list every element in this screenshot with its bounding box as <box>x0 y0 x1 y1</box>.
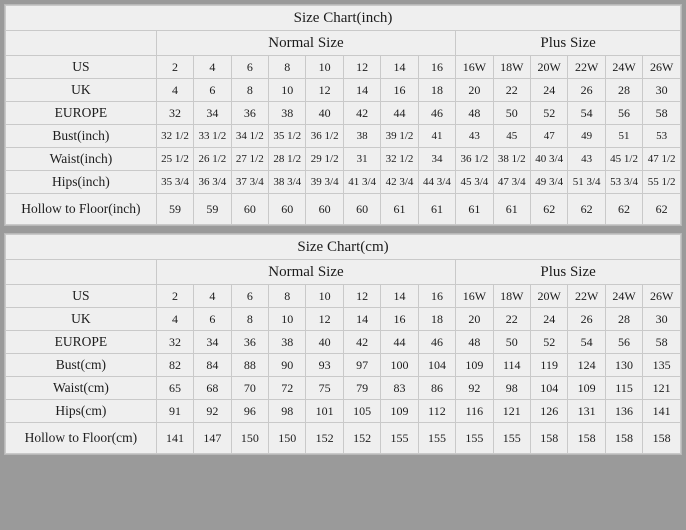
cell: 54 <box>568 102 605 125</box>
cell: 109 <box>568 377 605 400</box>
table-row <box>6 308 681 331</box>
cell: 28 <box>605 308 642 331</box>
cell: 25 1/2 <box>156 148 193 171</box>
table-row <box>6 56 681 79</box>
group-header-normal: Normal Size <box>156 260 455 285</box>
cell: 61 <box>493 194 530 225</box>
cell: 36 3/4 <box>194 171 231 194</box>
cell: 53 <box>643 125 681 148</box>
cell: 131 <box>568 400 605 423</box>
table-title-row <box>6 6 681 31</box>
row-label: EUROPE <box>6 331 157 354</box>
row-label: Hollow to Floor(inch) <box>6 194 157 225</box>
row-label: Hips(cm) <box>6 400 157 423</box>
cell: 4 <box>156 79 193 102</box>
table-row <box>6 194 681 225</box>
cell: 60 <box>343 194 380 225</box>
cell: 12 <box>306 308 343 331</box>
cell: 55 1/2 <box>643 171 681 194</box>
cell: 4 <box>194 56 231 79</box>
cell: 75 <box>306 377 343 400</box>
cell: 37 3/4 <box>231 171 268 194</box>
cell: 4 <box>156 308 193 331</box>
cell: 109 <box>381 400 418 423</box>
cell: 44 <box>381 102 418 125</box>
cell: 30 <box>643 79 681 102</box>
cell: 6 <box>194 308 231 331</box>
cell: 100 <box>381 354 418 377</box>
table-row <box>6 148 681 171</box>
cell: 93 <box>306 354 343 377</box>
table-row <box>6 400 681 423</box>
cell: 59 <box>156 194 193 225</box>
cell: 32 <box>156 331 193 354</box>
cell: 50 <box>493 331 530 354</box>
cell: 98 <box>269 400 306 423</box>
cell: 44 <box>381 331 418 354</box>
size-chart-inch-table <box>5 5 681 225</box>
cell: 42 <box>343 331 380 354</box>
group-header-plus: Plus Size <box>456 31 681 56</box>
cell: 124 <box>568 354 605 377</box>
cell: 72 <box>269 377 306 400</box>
cell: 36 1/2 <box>306 125 343 148</box>
cell: 82 <box>156 354 193 377</box>
cell: 40 <box>306 102 343 125</box>
cell: 38 <box>343 125 380 148</box>
cell: 24W <box>605 285 642 308</box>
cell: 61 <box>456 194 493 225</box>
cell: 62 <box>643 194 681 225</box>
cell: 34 <box>418 148 455 171</box>
row-label: Waist(inch) <box>6 148 157 171</box>
cell: 61 <box>418 194 455 225</box>
group-header-plus: Plus Size <box>456 260 681 285</box>
cell: 10 <box>269 308 306 331</box>
cell: 22 <box>493 79 530 102</box>
table-row <box>6 102 681 125</box>
cell: 101 <box>306 400 343 423</box>
row-label: UK <box>6 308 157 331</box>
table-title-row <box>6 235 681 260</box>
cell: 68 <box>194 377 231 400</box>
group-header-row <box>6 31 681 56</box>
cell: 115 <box>605 377 642 400</box>
cell: 16W <box>456 285 493 308</box>
cell: 20W <box>531 56 568 79</box>
cell: 92 <box>194 400 231 423</box>
cell: 39 1/2 <box>381 125 418 148</box>
cell: 56 <box>605 331 642 354</box>
cell: 38 <box>269 102 306 125</box>
cell: 51 3/4 <box>568 171 605 194</box>
table-row <box>6 331 681 354</box>
cell: 40 3/4 <box>531 148 568 171</box>
cell: 88 <box>231 354 268 377</box>
cell: 27 1/2 <box>231 148 268 171</box>
cell: 2 <box>156 56 193 79</box>
cell: 155 <box>456 423 493 454</box>
group-header-normal: Normal Size <box>156 31 455 56</box>
cell: 86 <box>418 377 455 400</box>
cell: 155 <box>381 423 418 454</box>
cell: 60 <box>231 194 268 225</box>
cell: 79 <box>343 377 380 400</box>
cell: 33 1/2 <box>194 125 231 148</box>
cell: 96 <box>231 400 268 423</box>
table-row <box>6 285 681 308</box>
cell: 14 <box>343 79 380 102</box>
cell: 45 <box>493 125 530 148</box>
cell: 24W <box>605 56 642 79</box>
cell: 58 <box>643 331 681 354</box>
cell: 119 <box>531 354 568 377</box>
row-label: US <box>6 285 157 308</box>
cell: 47 3/4 <box>493 171 530 194</box>
cell: 56 <box>605 102 642 125</box>
row-label: US <box>6 56 157 79</box>
cell: 10 <box>269 79 306 102</box>
cell: 41 <box>418 125 455 148</box>
cell: 152 <box>306 423 343 454</box>
cell: 40 <box>306 331 343 354</box>
size-chart-cm-table <box>5 234 681 454</box>
cell: 121 <box>493 400 530 423</box>
table-row <box>6 354 681 377</box>
cell: 43 <box>456 125 493 148</box>
cell: 135 <box>643 354 681 377</box>
cell: 150 <box>269 423 306 454</box>
table-row <box>6 79 681 102</box>
cell: 35 3/4 <box>156 171 193 194</box>
table-row <box>6 423 681 454</box>
cell: 8 <box>269 285 306 308</box>
row-label: Hollow to Floor(cm) <box>6 423 157 454</box>
cell: 14 <box>381 56 418 79</box>
cell: 16 <box>418 56 455 79</box>
cell: 24 <box>531 308 568 331</box>
cell: 62 <box>605 194 642 225</box>
cell: 48 <box>456 331 493 354</box>
page-title: Size Chart(inch) <box>6 6 681 31</box>
cell: 18W <box>493 56 530 79</box>
cell: 36 1/2 <box>456 148 493 171</box>
cell: 98 <box>493 377 530 400</box>
size-chart-inch-block <box>4 4 682 226</box>
cell: 97 <box>343 354 380 377</box>
cell: 16 <box>381 308 418 331</box>
cell: 62 <box>568 194 605 225</box>
cell: 58 <box>643 102 681 125</box>
cell: 28 1/2 <box>269 148 306 171</box>
cell: 84 <box>194 354 231 377</box>
page-title: Size Chart(cm) <box>6 235 681 260</box>
cell: 45 3/4 <box>456 171 493 194</box>
cell: 47 1/2 <box>643 148 681 171</box>
cell: 34 1/2 <box>231 125 268 148</box>
table-row <box>6 125 681 148</box>
cell: 47 <box>531 125 568 148</box>
cell: 114 <box>493 354 530 377</box>
cell: 141 <box>643 400 681 423</box>
cell: 70 <box>231 377 268 400</box>
cell: 109 <box>456 354 493 377</box>
cell: 24 <box>531 79 568 102</box>
cell: 126 <box>531 400 568 423</box>
cell: 38 <box>269 331 306 354</box>
cell: 16 <box>418 285 455 308</box>
cell: 83 <box>381 377 418 400</box>
cell: 32 1/2 <box>156 125 193 148</box>
cell: 18 <box>418 79 455 102</box>
cell: 43 <box>568 148 605 171</box>
table-row <box>6 377 681 400</box>
cell: 60 <box>306 194 343 225</box>
cell: 18 <box>418 308 455 331</box>
cell: 8 <box>269 56 306 79</box>
cell: 158 <box>643 423 681 454</box>
row-label: UK <box>6 79 157 102</box>
table-row <box>6 171 681 194</box>
cell: 8 <box>231 79 268 102</box>
cell: 61 <box>381 194 418 225</box>
cell: 20W <box>531 285 568 308</box>
cell: 34 <box>194 331 231 354</box>
cell: 105 <box>343 400 380 423</box>
cell: 155 <box>493 423 530 454</box>
cell: 38 1/2 <box>493 148 530 171</box>
cell: 14 <box>381 285 418 308</box>
cell: 16 <box>381 79 418 102</box>
cell: 62 <box>531 194 568 225</box>
row-label: Waist(cm) <box>6 377 157 400</box>
cell: 45 1/2 <box>605 148 642 171</box>
row-label: Bust(cm) <box>6 354 157 377</box>
cell: 20 <box>456 79 493 102</box>
cell: 44 3/4 <box>418 171 455 194</box>
row-label: EUROPE <box>6 102 157 125</box>
cell: 104 <box>531 377 568 400</box>
cell: 158 <box>568 423 605 454</box>
cell: 65 <box>156 377 193 400</box>
cell: 6 <box>194 79 231 102</box>
cell: 130 <box>605 354 642 377</box>
cell: 147 <box>194 423 231 454</box>
cell: 48 <box>456 102 493 125</box>
cell: 18W <box>493 285 530 308</box>
row-label: Bust(inch) <box>6 125 157 148</box>
cell: 4 <box>194 285 231 308</box>
group-header-row <box>6 260 681 285</box>
cell: 90 <box>269 354 306 377</box>
cell: 46 <box>418 331 455 354</box>
cell: 14 <box>343 308 380 331</box>
cell: 41 3/4 <box>343 171 380 194</box>
cell: 51 <box>605 125 642 148</box>
cell: 35 1/2 <box>269 125 306 148</box>
cell: 26 <box>568 79 605 102</box>
cell: 36 <box>231 102 268 125</box>
cell: 26 1/2 <box>194 148 231 171</box>
cell: 12 <box>343 285 380 308</box>
cell: 26W <box>643 285 681 308</box>
size-chart-cm-block <box>4 233 682 455</box>
cell: 34 <box>194 102 231 125</box>
cell: 20 <box>456 308 493 331</box>
cell: 92 <box>456 377 493 400</box>
cell: 60 <box>269 194 306 225</box>
cell: 26W <box>643 56 681 79</box>
cell: 31 <box>343 148 380 171</box>
cell: 36 <box>231 331 268 354</box>
cell: 38 3/4 <box>269 171 306 194</box>
cell: 155 <box>418 423 455 454</box>
cell: 104 <box>418 354 455 377</box>
group-header-empty <box>6 260 157 285</box>
cell: 116 <box>456 400 493 423</box>
cell: 22 <box>493 308 530 331</box>
cell: 10 <box>306 56 343 79</box>
cell: 141 <box>156 423 193 454</box>
cell: 8 <box>231 308 268 331</box>
cell: 26 <box>568 308 605 331</box>
cell: 112 <box>418 400 455 423</box>
cell: 49 <box>568 125 605 148</box>
cell: 52 <box>531 102 568 125</box>
cell: 28 <box>605 79 642 102</box>
cell: 6 <box>231 56 268 79</box>
cell: 158 <box>605 423 642 454</box>
cell: 152 <box>343 423 380 454</box>
cell: 49 3/4 <box>531 171 568 194</box>
cell: 136 <box>605 400 642 423</box>
cell: 2 <box>156 285 193 308</box>
cell: 91 <box>156 400 193 423</box>
cell: 29 1/2 <box>306 148 343 171</box>
cell: 22W <box>568 56 605 79</box>
cell: 42 <box>343 102 380 125</box>
cell: 6 <box>231 285 268 308</box>
row-label: Hips(inch) <box>6 171 157 194</box>
cell: 42 3/4 <box>381 171 418 194</box>
cell: 16W <box>456 56 493 79</box>
cell: 121 <box>643 377 681 400</box>
cell: 12 <box>343 56 380 79</box>
group-header-empty <box>6 31 157 56</box>
cell: 39 3/4 <box>306 171 343 194</box>
cell: 59 <box>194 194 231 225</box>
cell: 32 1/2 <box>381 148 418 171</box>
cell: 52 <box>531 331 568 354</box>
cell: 53 3/4 <box>605 171 642 194</box>
cell: 10 <box>306 285 343 308</box>
cell: 54 <box>568 331 605 354</box>
cell: 150 <box>231 423 268 454</box>
cell: 158 <box>531 423 568 454</box>
cell: 12 <box>306 79 343 102</box>
cell: 22W <box>568 285 605 308</box>
cell: 46 <box>418 102 455 125</box>
cell: 50 <box>493 102 530 125</box>
cell: 30 <box>643 308 681 331</box>
cell: 32 <box>156 102 193 125</box>
